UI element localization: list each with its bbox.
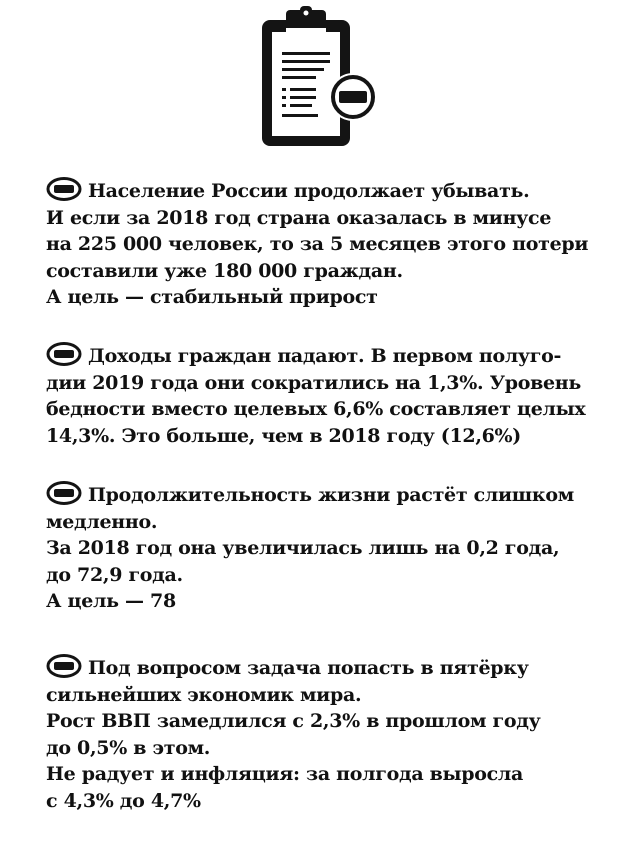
item-line: А цель — 78	[46, 590, 176, 612]
item-line	[46, 654, 626, 682]
minus-circle-icon	[46, 481, 82, 505]
item-line: бедности вместо целевых 6,6% составляет целых	[46, 398, 586, 420]
item-line	[46, 177, 626, 205]
item-line: дии 2019 года они сократились на 1,3%. Уровень	[46, 371, 581, 394]
minus-circle-icon	[46, 342, 82, 366]
item-line	[46, 481, 626, 509]
item-text: Доходы граждан падают. В первом полуго-	[88, 345, 562, 367]
minus-circle-icon	[46, 177, 82, 201]
item-line: Рост ВВП замедлился с 2,3% в прошлом году	[46, 710, 541, 732]
item-line: на 225 000 человек, то за 5 месяцев этого потери	[46, 233, 589, 255]
item-line: Не радует и инфляция: за полгода выросла	[46, 763, 524, 785]
clipboard-minus-icon	[256, 6, 384, 150]
bullet-item-economy	[46, 654, 626, 814]
bullet-item-life-expectancy	[46, 481, 626, 615]
item-line: медленно.	[46, 510, 158, 533]
item-text: Население России продолжает убывать.	[88, 180, 530, 202]
bullet-item-income	[46, 342, 626, 449]
item-line: до 0,5% в этом.	[46, 736, 211, 759]
item-line: 14,3%. Это больше, чем в 2018 году (12,6%)	[46, 424, 521, 447]
bullet-item-population	[46, 177, 626, 311]
item-line: А цель — стабильный прирост	[46, 286, 378, 308]
minus-circle-icon	[46, 654, 82, 678]
item-text: Продолжительность жизни растёт слишком	[88, 484, 574, 506]
item-line: И если за 2018 год страна оказалась в минусе	[46, 206, 552, 229]
item-line: составили уже 180 000 граждан.	[46, 259, 403, 282]
item-text: Под вопросом задача попасть в пятёрку	[88, 657, 529, 679]
item-line: до 72,9 года.	[46, 563, 183, 586]
item-line: с 4,3% до 4,7%	[46, 789, 201, 812]
item-line: За 2018 год она увеличилась лишь на 0,2 года,	[46, 537, 560, 559]
item-line: сильнейших экономик мира.	[46, 683, 362, 706]
item-line	[46, 342, 626, 370]
